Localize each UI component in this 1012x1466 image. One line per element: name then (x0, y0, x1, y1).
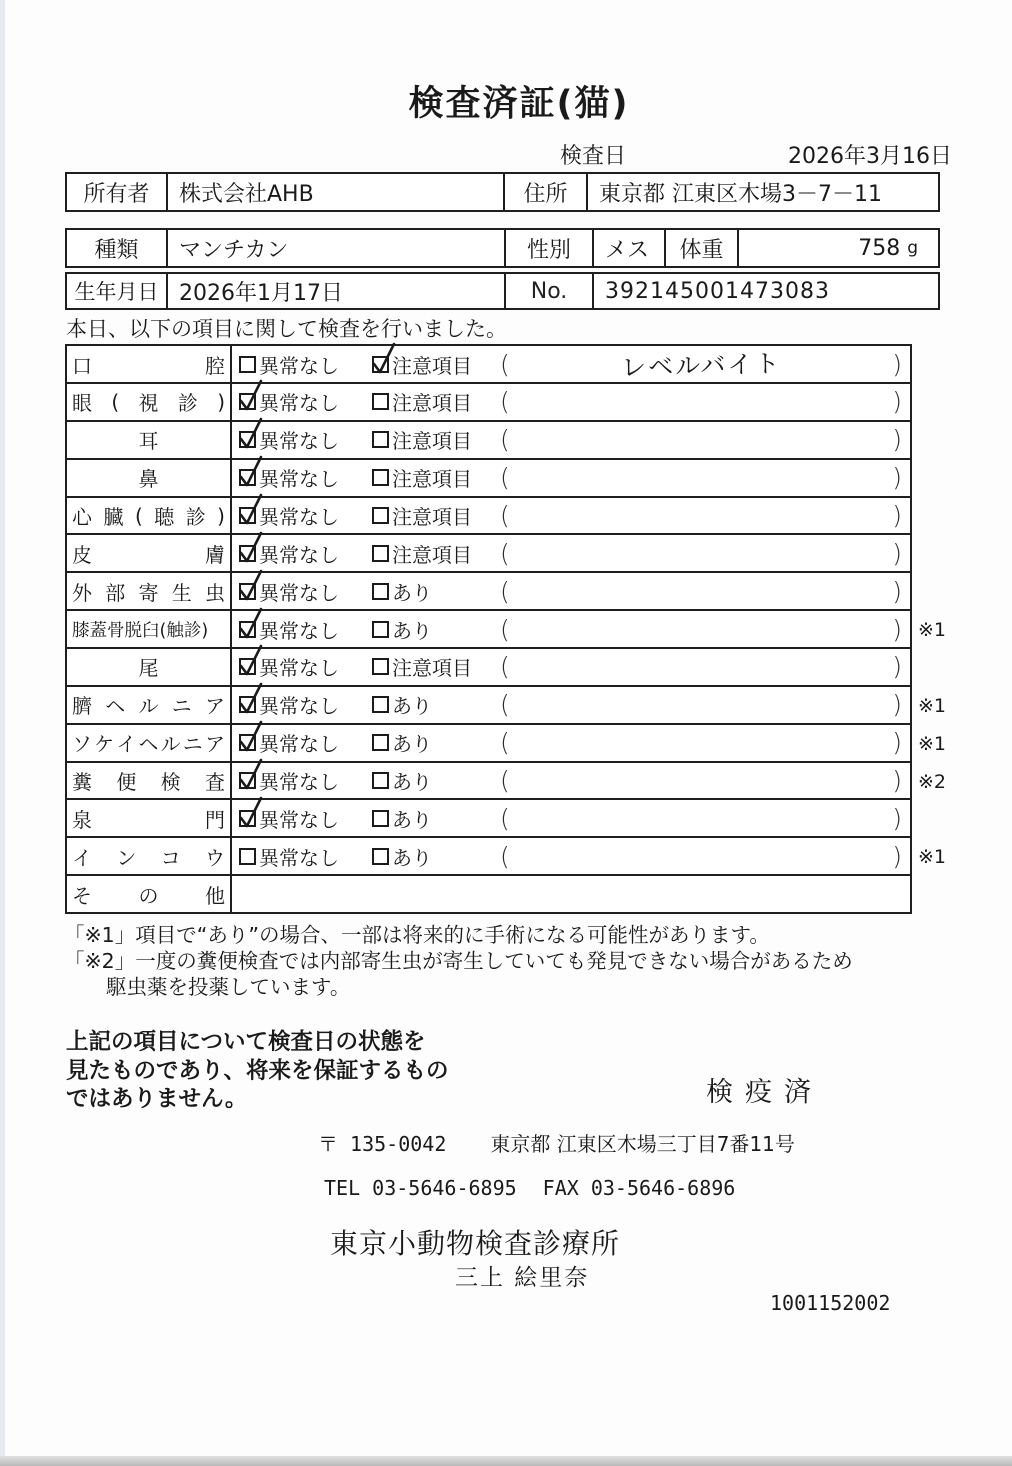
paren-close: ) (892, 614, 902, 644)
checkbox-no-abnormality[interactable] (239, 810, 256, 827)
checkbox-group-normal (239, 425, 372, 454)
exam-date-value: 2026年3月16日 (788, 144, 952, 169)
checkbox-label: あり (392, 618, 432, 643)
footnote-mark: ※1 (917, 694, 946, 717)
checkbox-group-present (372, 842, 500, 871)
handwritten-note (510, 397, 892, 407)
checkbox-no-abnormality[interactable] (239, 772, 256, 789)
checkbox-no-abnormality[interactable] (239, 431, 256, 448)
handwritten-note (510, 435, 892, 445)
table-row (67, 384, 910, 422)
no-label: No. (506, 274, 594, 308)
checkbox-label: 異常なし (259, 807, 339, 832)
paren-close: ) (892, 349, 902, 379)
exam-item-label: 口 腔 (67, 346, 232, 382)
handwritten-note (510, 624, 892, 634)
exam-item-label: ソ ケ イ ヘ ル ニ ア (67, 725, 232, 761)
checkbox-label: 注意項目 (392, 505, 472, 529)
table-row (67, 573, 910, 611)
exam-item-label: 泉 門 (67, 800, 232, 836)
checkbox-group-normal (239, 577, 372, 606)
checkbox-label: 異常なし (259, 845, 339, 870)
handwritten-note: レベルバイト (620, 348, 782, 383)
checkbox-no-abnormality[interactable] (239, 507, 256, 524)
table-row (67, 611, 946, 649)
checkbox-label: あり (392, 732, 432, 757)
handwritten-note (510, 473, 892, 483)
exam-item-label: 膝蓋骨脱臼(触診) (67, 611, 232, 647)
checkbox-group-normal (239, 804, 372, 833)
quarantine-stamp: 検疫済 (706, 1077, 823, 1108)
weight-label: 体重 (666, 230, 739, 266)
footnote-2: 「※2」一度の糞便検査では内部寄生虫が寄生していても発見できない場合があるため (64, 949, 853, 973)
checkbox-present[interactable] (372, 696, 389, 713)
no-value: 392145001473083 (605, 278, 830, 304)
table-row (67, 725, 946, 763)
paren-open: ( (500, 425, 510, 455)
handwritten-note (510, 738, 892, 748)
checkbox-no-abnormality[interactable] (239, 469, 256, 486)
checkbox-label: 異常なし (259, 467, 339, 492)
owner-address-label: 住所 (505, 174, 588, 210)
checkbox-group-normal (239, 690, 372, 719)
exam-item-label: 心 臓 ( 聴 診 ) (67, 498, 232, 534)
species-value: マンチカン (168, 230, 506, 266)
paren-open: ( (500, 614, 510, 644)
checkbox-group-attention (372, 463, 500, 492)
checkbox-label: 異常なし (259, 694, 339, 719)
checkmark-icon (236, 795, 266, 835)
footnote-mark: ※2 (917, 770, 946, 793)
checkbox-no-abnormality[interactable] (239, 658, 256, 675)
paren-open: ( (500, 690, 510, 720)
owner-name: 株式会社AHB (168, 174, 505, 210)
footnote-mark: ※1 (917, 619, 946, 642)
checkbox-no-abnormality[interactable] (239, 696, 256, 713)
exam-item-label: 耳 (67, 422, 232, 458)
table-row (67, 763, 946, 801)
paren-open: ( (500, 463, 510, 493)
sex-value: メス (594, 230, 666, 266)
checkbox-attention[interactable] (372, 545, 389, 562)
paren-open: ( (500, 538, 510, 568)
checkbox-group-present (372, 728, 500, 757)
paren-close: ) (892, 538, 902, 568)
table-row (67, 876, 910, 912)
page-title: 検査済証(猫) (408, 84, 630, 124)
weight-unit: g (907, 238, 918, 258)
handwritten-note (510, 851, 892, 861)
checkbox-group-normal (239, 728, 372, 757)
paren-close: ) (892, 690, 902, 720)
table-row (67, 460, 910, 498)
owner-table (65, 172, 940, 212)
footnote-mark: ※1 (917, 732, 946, 755)
paren-open: ( (500, 501, 510, 530)
checkbox-group-attention (372, 387, 500, 416)
checkbox-present[interactable] (372, 772, 389, 789)
handwritten-note (510, 510, 892, 520)
checkbox-label: 異常なし (259, 429, 339, 454)
clinic-telfax-line (324, 1176, 735, 1200)
paren-open: ( (500, 841, 510, 871)
paren-open: ( (500, 766, 510, 796)
checkbox-attention[interactable] (372, 356, 389, 373)
checkbox-label: 異常なし (259, 618, 339, 643)
exam-item-label: 臍 ヘ ル ニ ア (67, 687, 232, 723)
paren-close: ) (892, 501, 902, 530)
owner-label: 所有者 (67, 174, 168, 210)
checkbox-no-abnormality[interactable] (239, 848, 256, 865)
document-code: 1001152002 (770, 1291, 891, 1315)
checkbox-group-normal (239, 615, 372, 644)
sex-label: 性別 (506, 230, 594, 266)
checkbox-group-present (372, 577, 500, 606)
clinic-tel: TEL 03-5646-6895 (324, 1176, 517, 1200)
checkbox-group-present (372, 690, 500, 719)
paren-close: ) (892, 576, 902, 606)
checkbox-label: 異常なし (259, 391, 339, 416)
checkbox-group-normal (239, 350, 372, 379)
checkmark-icon (236, 719, 266, 759)
paren-open: ( (500, 728, 510, 758)
veterinarian-name: 三上 絵里奈 (455, 1265, 590, 1291)
weight-value: 758 (858, 235, 901, 261)
checkbox-group-normal (239, 539, 372, 568)
birth-value: 2026年1月17日 (168, 274, 506, 308)
checkmark-icon (236, 378, 266, 418)
checkbox-label: あり (392, 694, 432, 719)
checkbox-present[interactable] (372, 810, 389, 827)
paren-open: ( (500, 803, 510, 833)
checkbox-group-normal (239, 463, 372, 492)
footnote-mark: ※1 (917, 846, 946, 869)
checkmark-icon (236, 492, 266, 532)
handwritten-note (510, 813, 892, 823)
checkbox-group-normal (239, 766, 372, 795)
weight-cell (739, 230, 928, 266)
paren-close: ) (892, 803, 902, 833)
table-row (67, 687, 946, 725)
exam-item-label: 外 部 寄 生 虫 (67, 573, 232, 609)
exam-item-label: 皮 膚 (67, 535, 232, 571)
handwritten-note (510, 776, 892, 786)
checkbox-group-attention (372, 539, 500, 568)
disclaimer: 上記の項目について検査日の状態を 見たものであり、将来を保証するもの ではありません。 (66, 1029, 449, 1112)
paren-open: ( (500, 387, 510, 417)
table-row (67, 800, 910, 838)
checkbox-no-abnormality[interactable] (239, 734, 256, 751)
table-row (67, 346, 910, 384)
checkbox-group-attention (372, 652, 500, 681)
checkbox-group-present (372, 766, 500, 795)
checkbox-label: 異常なし (259, 732, 339, 757)
checkbox-group-present (372, 804, 500, 833)
checkmark-icon (236, 568, 266, 608)
table-row (67, 838, 946, 876)
exam-date-label: 検査日 (560, 144, 627, 169)
paren-open: ( (500, 349, 510, 379)
checkbox-label: 注意項目 (392, 391, 472, 416)
checkbox-label: あり (392, 807, 432, 832)
checkbox-label: 注意項目 (392, 542, 472, 567)
paren-close: ) (892, 841, 902, 871)
checkbox-label: あり (392, 770, 432, 795)
checkmark-icon (236, 606, 266, 646)
checkbox-no-abnormality[interactable] (239, 356, 256, 373)
checkbox-group-attention (372, 425, 500, 454)
checkmark-icon (236, 757, 266, 797)
checkbox-attention[interactable] (372, 658, 389, 675)
exam-item-label: イ ン コ ウ (67, 838, 232, 874)
checkmark-icon (236, 454, 266, 494)
postal-code: 〒 135-0042 (318, 1132, 447, 1156)
intro-sentence: 本日、以下の項目に関して検査を行いました。 (66, 317, 507, 341)
handwritten-note (510, 548, 892, 558)
clinic-fax: FAX 03-5646-6896 (542, 1176, 736, 1200)
checkbox-group-attention (372, 350, 500, 379)
scan-edge-artifact (0, 1456, 1012, 1466)
checkbox-group-attention (372, 501, 500, 530)
checkbox-label: 異常なし (259, 542, 339, 567)
checkbox-attention[interactable] (372, 393, 389, 410)
handwritten-note (510, 662, 892, 672)
footnotes (64, 922, 853, 1000)
checkbox-label: あり (392, 580, 432, 605)
checkbox-attention[interactable] (372, 431, 389, 448)
exam-item-label: そ の 他 (67, 876, 232, 912)
checkbox-label: 異常なし (259, 580, 339, 605)
checkbox-label: 注意項目 (392, 353, 472, 378)
footnote-2-cont: 駆虫薬を投薬しています。 (106, 975, 351, 999)
clinic-address: 東京都 江東区木場三丁目7番11号 (490, 1132, 795, 1156)
table-row (67, 649, 910, 687)
table-row (67, 422, 910, 460)
species-label: 種類 (67, 230, 168, 266)
birth-table (65, 272, 940, 310)
paren-open: ( (500, 576, 510, 606)
checkbox-no-abnormality[interactable] (239, 393, 256, 410)
checkmark-icon (236, 681, 266, 721)
exam-item-label: 鼻 (67, 460, 232, 496)
checkbox-label: 注意項目 (392, 429, 472, 454)
table-row (67, 535, 910, 573)
clinic-postal-line (318, 1128, 795, 1157)
checkbox-group-normal (239, 652, 372, 681)
handwritten-note (510, 586, 892, 596)
checkbox-group-normal (239, 387, 372, 416)
owner-address: 東京都 江東区木場3－7－11 (599, 181, 882, 207)
checkbox-present[interactable] (372, 583, 389, 600)
paren-close: ) (892, 766, 902, 796)
checkbox-group-normal (239, 501, 372, 530)
scan-edge-artifact (0, 0, 5, 1466)
exam-item-label: 糞 便 検 査 (67, 763, 232, 799)
checkbox-no-abnormality[interactable] (239, 583, 256, 600)
checkbox-no-abnormality[interactable] (239, 621, 256, 638)
checkbox-present[interactable] (372, 621, 389, 638)
paren-open: ( (500, 652, 510, 682)
exam-table (65, 344, 946, 914)
checkmark-icon (236, 643, 266, 683)
checkbox-label: 異常なし (259, 656, 339, 681)
paren-close: ) (892, 387, 902, 417)
checkbox-label: あり (392, 845, 432, 870)
birth-label: 生年月日 (67, 274, 168, 308)
checkbox-no-abnormality[interactable] (239, 545, 256, 562)
species-table (65, 228, 940, 268)
footnote-1: 「※1」項目で“あり”の場合、一部は将来的に手術になる可能性があります。 (64, 923, 770, 947)
checkmark-icon (236, 530, 266, 570)
checkbox-attention[interactable] (372, 507, 389, 524)
clinic-name: 東京小動物検査診療所 (330, 1227, 621, 1260)
paren-close: ) (892, 728, 902, 758)
checkbox-label: 異常なし (259, 505, 339, 529)
checkmark-icon (369, 341, 399, 381)
handwritten-note (510, 700, 892, 710)
checkbox-label: 異常なし (259, 770, 339, 795)
checkbox-present[interactable] (372, 848, 389, 865)
exam-item-label: 尾 (67, 649, 232, 685)
checkbox-attention[interactable] (372, 469, 389, 486)
checkbox-label: 異常なし (259, 353, 339, 378)
paren-close: ) (892, 425, 902, 455)
paren-close: ) (892, 463, 902, 493)
paren-close: ) (892, 652, 902, 682)
checkbox-present[interactable] (372, 734, 389, 751)
table-row (67, 498, 910, 536)
checkbox-label: 注意項目 (392, 467, 472, 492)
checkmark-icon (236, 416, 266, 456)
checkbox-group-present (372, 615, 500, 644)
checkbox-group-normal (239, 842, 372, 871)
exam-item-label: 眼 ( 視 診 ) (67, 384, 232, 420)
checkbox-label: 注意項目 (392, 656, 472, 681)
